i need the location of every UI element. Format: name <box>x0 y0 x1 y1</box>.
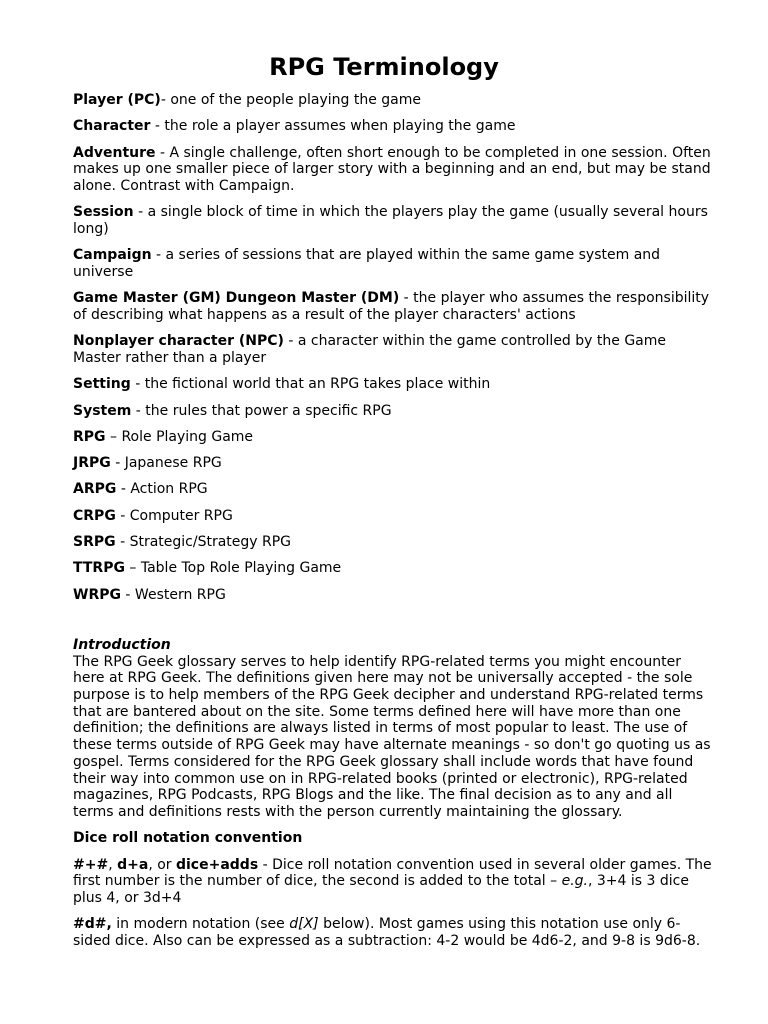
introduction-text: The RPG Geek glossary serves to help identify RPG-related terms you might encounter here at RPG Geek. The definitions given here may not be universally accepted - the sole purpose is to help members of the RPG Geek decipher and understand RPG-related terms that are bantered about on the site. Some terms defined here will have more than one definition; the definitions are always listed in terms of most popular to least. The use of these terms outside of RPG Geek may have alternate meanings - so don't go quoting us as gospel. Terms considered for the RPG Geek glossary shall include words that have found their way into common use on in RPG-related books (printed or electronic), RPG-related magazines, RPG Podcasts, RPG Blogs and the like. The final decision as to any and all terms and definitions rests with the person currently maintaining the glossary. <box>73 653 711 820</box>
glossary-definition: - Action RPG <box>116 481 208 498</box>
glossary-definition: - a series of sessions that are played within the same game system and universe <box>73 247 661 280</box>
glossary-term: Nonplayer character (NPC) <box>73 333 284 350</box>
glossary-term: Game Master (GM) Dungeon Master (DM) <box>73 290 400 307</box>
glossary-entry <box>73 508 712 525</box>
dice-definition: in modern notation (see <box>111 916 290 933</box>
glossary-entry <box>73 455 712 472</box>
glossary-definition: - the player who assumes the responsibility of describing what happens as a result of the player characters' actions <box>73 290 710 323</box>
separator-text: , or <box>148 856 176 873</box>
glossary-definition: - the role a player assumes when playing the game <box>150 118 516 135</box>
glossary-entry <box>73 118 712 135</box>
glossary-term: Setting <box>73 376 131 393</box>
glossary-definition: - Strategic/Strategy RPG <box>115 534 292 551</box>
glossary-entry <box>73 333 712 366</box>
glossary-term: TTRPG <box>73 560 125 577</box>
glossary-definition: - the rules that power a specific RPG <box>131 402 392 419</box>
glossary-term: RPG <box>73 428 106 445</box>
dice-term: #+# <box>73 856 109 873</box>
glossary-entry <box>73 534 712 551</box>
dice-notation-paragraph-2 <box>73 916 712 949</box>
glossary-entry <box>73 290 712 323</box>
dice-notation-heading: Dice roll notation convention <box>73 830 303 847</box>
glossary-definition: - Western RPG <box>120 586 226 603</box>
glossary-term: SRPG <box>73 534 116 551</box>
glossary-list <box>73 92 712 603</box>
glossary-term: Campaign <box>73 247 152 264</box>
glossary-definition: - a character within the game controlled by the Game Master rather than a player <box>73 333 666 366</box>
glossary-entry <box>73 92 712 109</box>
glossary-term: CRPG <box>73 507 116 524</box>
dice-definition: - Dice roll notation convention used in several older games. The first number is the number of dice, the second is added to the total – <box>73 856 712 890</box>
glossary-definition: - the fictional world that an RPG takes place within <box>130 376 491 393</box>
glossary-entry <box>73 145 712 195</box>
glossary-entry <box>73 204 712 237</box>
dice-term: d+a <box>117 856 149 873</box>
dice-definition-cont: below). Most games using this notation use only 6-sided dice. Also can be expressed as a subtraction: 4-2 would be 4d6-2, and 9-8 is 9d6-8. <box>73 916 701 949</box>
separator-text: , <box>108 856 118 873</box>
cross-reference: d[X] <box>289 916 319 933</box>
glossary-term: Session <box>73 204 134 221</box>
example-abbrev: e.g. <box>561 873 588 890</box>
glossary-definition: - a single block of time in which the players play the game (usually several hours long) <box>73 204 708 237</box>
page-title: RPG Terminology <box>269 53 499 81</box>
section-spacer <box>73 613 712 637</box>
introduction-heading: Introduction <box>73 636 171 653</box>
glossary-definition: - one of the people playing the game <box>160 92 421 108</box>
glossary-definition: - A single challenge, often short enough to be completed in one session. Often makes up one smaller piece of larger story with a beginning and an end, but may be stand alone. Contrast with Campaign. <box>73 144 711 194</box>
dice-term: dice+adds <box>175 856 259 873</box>
glossary-term: Adventure <box>73 144 156 161</box>
glossary-entry <box>73 247 712 280</box>
glossary-entry <box>73 560 712 577</box>
glossary-term: System <box>73 402 132 419</box>
glossary-term: ARPG <box>73 481 117 498</box>
glossary-term: WRPG <box>73 586 121 603</box>
dice-term: #d#, <box>73 916 112 933</box>
glossary-entry <box>73 481 712 498</box>
glossary-term: Player (PC) <box>73 92 161 108</box>
glossary-definition: – Table Top Role Playing Game <box>124 560 342 577</box>
glossary-entry <box>73 376 712 393</box>
dice-definition-cont: , 3+4 is 3 dice plus 4, or 3d+4 <box>73 873 689 906</box>
glossary-term: Character <box>73 118 151 135</box>
glossary-term: JRPG <box>73 455 111 472</box>
glossary-definition: - Computer RPG <box>115 507 233 524</box>
glossary-entry <box>73 403 712 420</box>
dice-notation-paragraph-1 <box>73 857 712 907</box>
glossary-definition: – Role Playing Game <box>105 428 254 445</box>
glossary-entry <box>73 429 712 446</box>
glossary-entry <box>73 587 712 604</box>
glossary-definition: - Japanese RPG <box>110 455 222 472</box>
